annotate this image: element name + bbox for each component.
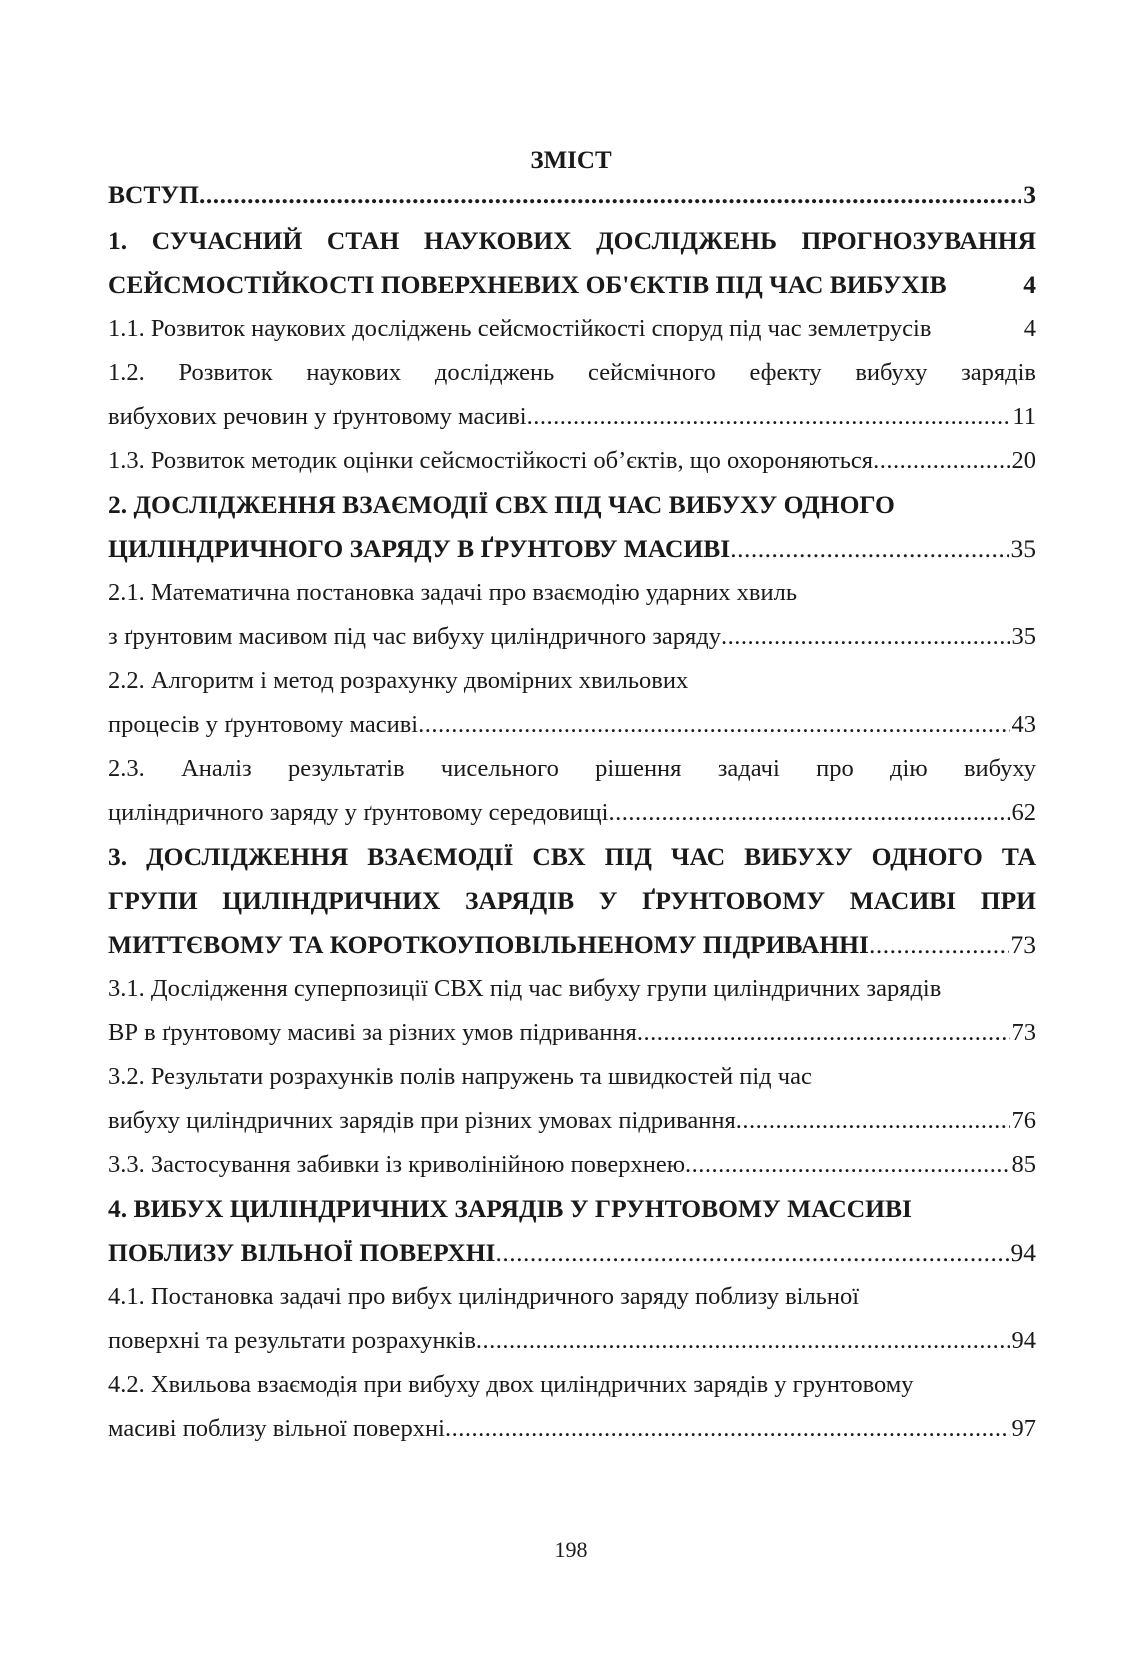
toc-entry-text: СЕЙСМОСТІЙКОСТІ ПОВЕРХНЕВИХ ОБ'ЄКТІВ ПІД ЧАС ВИБУХІВ <box>108 270 947 299</box>
toc-entry-s2-line1: 2. ДОСЛІДЖЕННЯ ВЗАЄМОДІЇ СВХ ПІД ЧАС ВИБУХУ ОДНОГО <box>108 490 895 519</box>
toc-entry-s4-1 <box>108 1324 1036 1358</box>
toc-entry-text: 3.3. Застосування забивки із криволінійною поверхнею <box>108 1151 686 1178</box>
toc-leader-dots <box>637 1016 1010 1050</box>
toc-page-number: 4 <box>1023 315 1036 342</box>
toc-entry-vstup <box>108 178 1036 212</box>
toc-page-number: 94 <box>1010 1238 1036 1267</box>
toc-entry-s2-2 <box>108 708 1036 742</box>
toc-page-number: 73 <box>1010 930 1036 959</box>
toc-page-number: 62 <box>1011 799 1036 826</box>
toc-entry-text: МИТТЄВОМУ ТА КОРОТКОУПОВІЛЬНЕНОМУ ПІДРИВАННІ <box>108 930 869 959</box>
toc-entry-s1-2 <box>108 400 1036 434</box>
toc-leader-dots <box>495 1236 1008 1270</box>
toc-entry-s2-3 <box>108 796 1036 830</box>
toc-leader-dots <box>527 400 1011 434</box>
toc-entry-text: процесів у ґрунтовому масиві <box>108 711 419 738</box>
toc-entry-s3-1 <box>108 1016 1036 1050</box>
toc-entry-text: 1.1. Розвиток наукових досліджень сейсмостійкості споруд під час землетрусів <box>108 315 932 342</box>
toc-entry-text: поверхні та результати розрахунків <box>108 1327 476 1354</box>
toc-page-number: 85 <box>1011 1151 1036 1178</box>
toc-entry-s2-1-line1: 2.1. Математична постановка задачі про взаємодію ударних хвиль <box>108 579 798 606</box>
toc-entry-text: ВСТУП <box>108 180 199 209</box>
toc-entry-s2-2-line1: 2.2. Алгоритм і метод розрахунку двомірних хвильових <box>108 667 689 694</box>
toc-entry-s4-2-line1: 4.2. Хвильова взаємодія при вибуху двох циліндричних зарядів у грунтовому <box>108 1371 914 1398</box>
toc-entry-s1-1 <box>108 312 1036 346</box>
toc-page-number: 35 <box>1011 623 1036 650</box>
toc-leader-dots <box>608 796 1009 830</box>
toc-entry-s1-3 <box>108 444 1036 478</box>
toc-leader-dots <box>730 532 1008 566</box>
toc-entry-s3-line2: ГРУПИ ЦИЛІНДРИЧНИХ ЗАРЯДІВ У ҐРУНТОВОМУ МАСИВІ ПРИ <box>108 886 1036 915</box>
toc-entry-s2-3-line1: 2.3. Аналіз результатів чисельного рішення задачі про дію вибуху <box>108 755 1036 782</box>
toc-entry-s3 <box>108 928 1036 962</box>
page-number-footer: 198 <box>554 1537 588 1562</box>
page-title: ЗМІСТ <box>530 147 612 174</box>
toc-entry-text: вибухових речовин у ґрунтовому масиві <box>108 403 527 430</box>
toc-leader-dots <box>199 178 1021 212</box>
toc-page-number: 11 <box>1012 403 1036 430</box>
toc-entry-s4-1-line1: 4.1. Постановка задачі про вибух циліндричного заряду поблизу вільної <box>108 1283 860 1310</box>
toc-entry-s3-2 <box>108 1104 1036 1138</box>
toc-leader-dots <box>445 1412 1010 1446</box>
toc-leader-dots <box>721 620 1010 654</box>
toc-leader-dots <box>685 1148 1009 1182</box>
toc-entry-s2-1 <box>108 620 1036 654</box>
toc-entry-text: ЦИЛІНДРИЧНОГО ЗАРЯДУ В ҐРУНТОВУ МАСИВІ <box>108 534 731 563</box>
toc-leader-dots <box>418 708 1009 742</box>
toc-entry-s4 <box>108 1236 1036 1270</box>
toc-entry-text: ВР в ґрунтовому масиві за різних умов підривання <box>108 1019 637 1046</box>
toc-entry-s3-3 <box>108 1148 1036 1182</box>
toc-leader-dots <box>873 444 1009 478</box>
toc-entry-text: з ґрунтовим масивом під час вибуху циліндричного заряду <box>108 623 721 650</box>
toc-page-number: 3 <box>1023 180 1036 209</box>
toc-entry-text: 1.3. Розвиток методик оцінки сейсмостійкості об’єктів, що охороняються <box>108 447 874 474</box>
toc-entry-text: циліндричного заряду у ґрунтовому середовищі <box>108 799 609 826</box>
toc-page-number: 4 <box>1023 270 1036 299</box>
toc-entry-text: вибуху циліндричних зарядів при різних умовах підривання <box>108 1107 736 1134</box>
toc-page-number: 76 <box>1011 1107 1036 1134</box>
toc-page-number: 43 <box>1011 711 1036 738</box>
toc-page-number: 97 <box>1011 1415 1036 1442</box>
toc-entry-s1-2-line1: 1.2. Розвиток наукових досліджень сейсмічного ефекту вибуху зарядів <box>108 359 1036 386</box>
toc-leader-dots <box>736 1104 1010 1138</box>
toc-entry-s1 <box>108 268 1036 302</box>
toc-entry-s4-2 <box>108 1412 1036 1446</box>
toc-entry-text: ПОБЛИЗУ ВІЛЬНОЇ ПОВЕРХНІ <box>108 1238 496 1267</box>
toc-leader-dots <box>476 1324 1010 1358</box>
toc-entry-s2 <box>108 532 1036 566</box>
toc-leader-dots <box>869 928 1009 962</box>
toc-page-number: 73 <box>1011 1019 1036 1046</box>
toc-entry-s3-2-line1: 3.2. Результати розрахунків полів напружень та швидкостей під час <box>108 1063 812 1090</box>
toc-entry-s3-1-line1: 3.1. Дослідження суперпозиції СВХ під час вибуху групи циліндричних зарядів <box>108 975 942 1002</box>
toc-entry-text: масиві поблизу вільної поверхні <box>108 1415 445 1442</box>
toc-entry-s4-line1: 4. ВИБУХ ЦИЛІНДРИЧНИХ ЗАРЯДІВ У ГРУНТОВОМУ МАССИВІ <box>108 1194 912 1223</box>
toc-page-number: 94 <box>1011 1327 1036 1354</box>
toc-entry-s3-line1: 3. ДОСЛІДЖЕННЯ ВЗАЄМОДІЇ СВХ ПІД ЧАС ВИБУХУ ОДНОГО ТА <box>108 842 1036 871</box>
toc-entry-s1-line1: 1. СУЧАСНИЙ СТАН НАУКОВИХ ДОСЛІДЖЕНЬ ПРОГНОЗУВАННЯ <box>108 226 1036 255</box>
toc-page-number: 20 <box>1011 447 1036 474</box>
toc-page-number: 35 <box>1010 534 1036 563</box>
